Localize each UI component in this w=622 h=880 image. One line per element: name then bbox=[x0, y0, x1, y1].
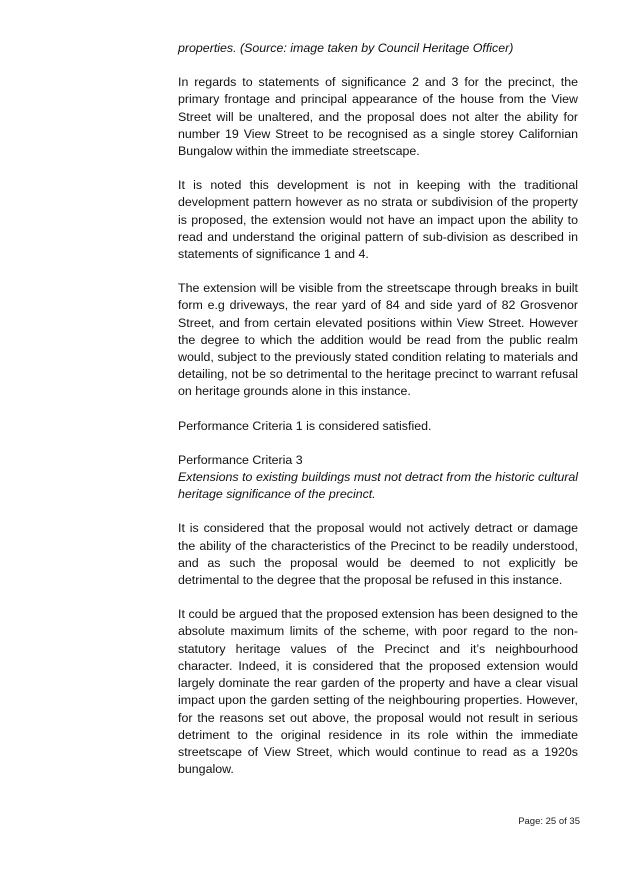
paragraph: Performance Criteria 1 is considered satisfied. bbox=[178, 418, 432, 433]
criteria-heading: Performance Criteria 3 bbox=[178, 452, 303, 467]
page-number: Page: 25 of 35 bbox=[518, 816, 580, 827]
paragraph: It is noted this development is not in keeping with the traditional development pattern however as no strata or subdivision of the property is proposed, the extension would not have an impact upon the ability to read and understand the original pattern of sub-division as described in statements of significance 1 and 4. bbox=[178, 178, 578, 262]
criteria-statement: Extensions to existing buildings must not detract from the historic cultural heritage significance of the precinct. bbox=[178, 470, 578, 502]
paragraph: The extension will be visible from the streetscape through breaks in built form e.g driveways, the rear yard of 84 and side yard of 82 Grosvenor Street, and from certain elevated positions within View Street. However the degree to which the addition would be read from the public realm would, subject to the previously stated condition relating to materials and detailing, not be so detrimental to the heritage precinct to warrant refusal on heritage grounds alone in this instance. bbox=[178, 281, 578, 399]
paragraph: It could be argued that the proposed extension has been designed to the absolute maximum limits of the scheme, with poor regard to the non-statutory heritage values of the Precinct and it’s neighbourhood character. Indeed, it is considered that the proposed extension would largely dominate the rear garden of the property and have a clear visual impact upon the garden setting of the neighbouring properties. However, for the reasons set out above, the proposal would not result in serious detriment to the original residence in its role within the immediate streetscape of View Street, which would continue to read as a 1920s bungalow. bbox=[178, 607, 578, 777]
paragraph: It is considered that the proposal would not actively detract or damage the ability of the characteristics of the Precinct to be readily understood, and as such the proposal would be deemed to not explicitly be detrimental to the degree that the proposal be refused in this instance. bbox=[178, 521, 578, 588]
image-caption: properties. (Source: image taken by Council Heritage Officer) bbox=[178, 41, 514, 55]
paragraph: In regards to statements of significance 2 and 3 for the precinct, the primary frontage and principal appearance of the house from the View Street will be unaltered, and the proposal does not alter the ability for number 19 View Street to be recognised as a single storey Californian Bungalow within the immediate streetscape. bbox=[178, 75, 578, 159]
body-text bbox=[178, 40, 578, 795]
